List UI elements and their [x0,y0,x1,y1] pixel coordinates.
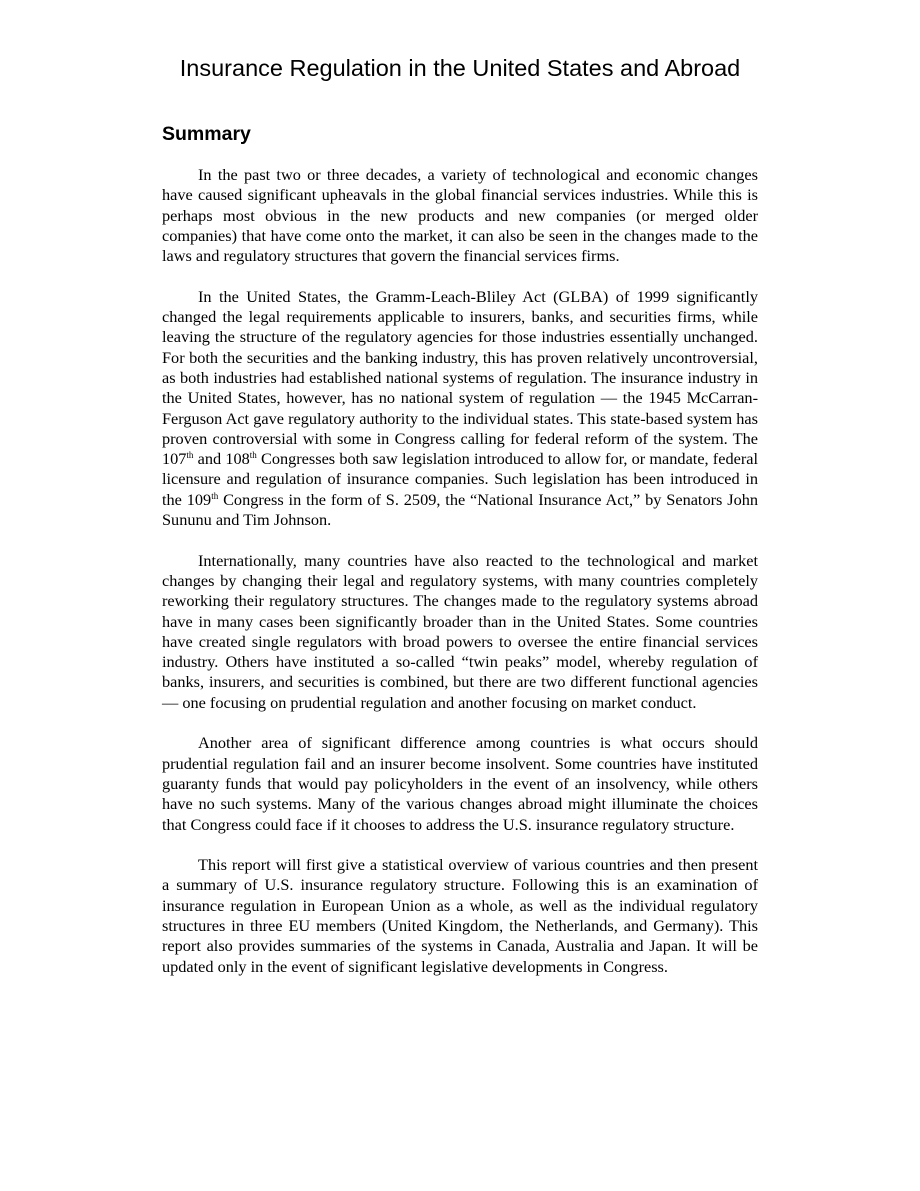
paragraph-3: Internationally, many countries have also reacted to the technological and market changes by changing their legal and regulatory systems, with many countries completely reworking their regulatory structures. The changes made to the regulatory systems abroad have in many cases been significantly broader than in the United States. Some countries have created single regulators with broad powers to oversee the entire financial services industry. Others have instituted a so-called “twin peaks” model, whereby regulation of banks, insurers, and securities is combined, but there are two different functional agencies — one focusing on prudential regulation and another focusing on market conduct. [162,550,758,712]
paragraph-4: Another area of significant difference among countries is what occurs should prudential regulation fail and an insurer become insolvent. Some countries have instituted guaranty funds that would pay policyholders in the event of an insolvency, while others have no such systems. Many of the various changes abroad might illuminate the choices that Congress could face if it chooses to address the U.S. insurance regulatory structure. [162,733,758,834]
paragraph-2 [162,287,758,531]
superscript-th-3: th [211,490,219,501]
paragraph-2-text-1: In the United States, the Gramm-Leach-Bliley Act (GLBA) of 1999 significantly changed the legal requirements applicable to insurers, banks, and securities firms, while leaving the structure of the regulatory agencies for those industries essentially unchanged. For both the securities and the banking industry, this has proven relatively uncontroversial, as both industries had established national systems of regulation. The insurance industry in the United States, however, has no national system of regulation — the 1945 McCarran-Ferguson Act gave regulatory authority to the individual states. This state-based system has proven controversial with some in Congress calling for federal reform of the system. The 107 [162,286,758,469]
paragraph-5: This report will first give a statistical overview of various countries and then present a summary of U.S. insurance regulatory structure. Following this is an examination of insurance regulation in European Union as a whole, as well as the individual regulatory structures in three EU members (United Kingdom, the Netherlands, and Germany). This report also provides summaries of the systems in Canada, Australia and Japan. It will be updated only in the event of significant legislative developments in Congress. [162,855,758,976]
paragraph-2-text-3: Congresses both saw legislation introduced to allow for, or mandate, federal licensure and regulation of insurance companies. Such legislation has been introduced in the 109 [162,449,758,509]
document-page [162,52,758,976]
paragraph-2-text-4: Congress in the form of S. 2509, the “National Insurance Act,” by Senators John Sununu and Tim Johnson. [162,489,758,530]
summary-body [162,165,758,997]
superscript-th-2: th [249,450,257,461]
document-title: Insurance Regulation in the United States and Abroad [179,55,741,81]
section-heading-summary: Summary [162,123,251,145]
superscript-th-1: th [186,450,194,461]
paragraph-2-text-2: and 108 [193,449,250,469]
paragraph-1: In the past two or three decades, a variety of technological and economic changes have caused significant upheavals in the global financial services industries. While this is perhaps most obvious in the new products and new companies (or merged older companies) that have come onto the market, it can also be seen in the changes made to the laws and regulatory structures that govern the financial services firms. [162,165,758,266]
